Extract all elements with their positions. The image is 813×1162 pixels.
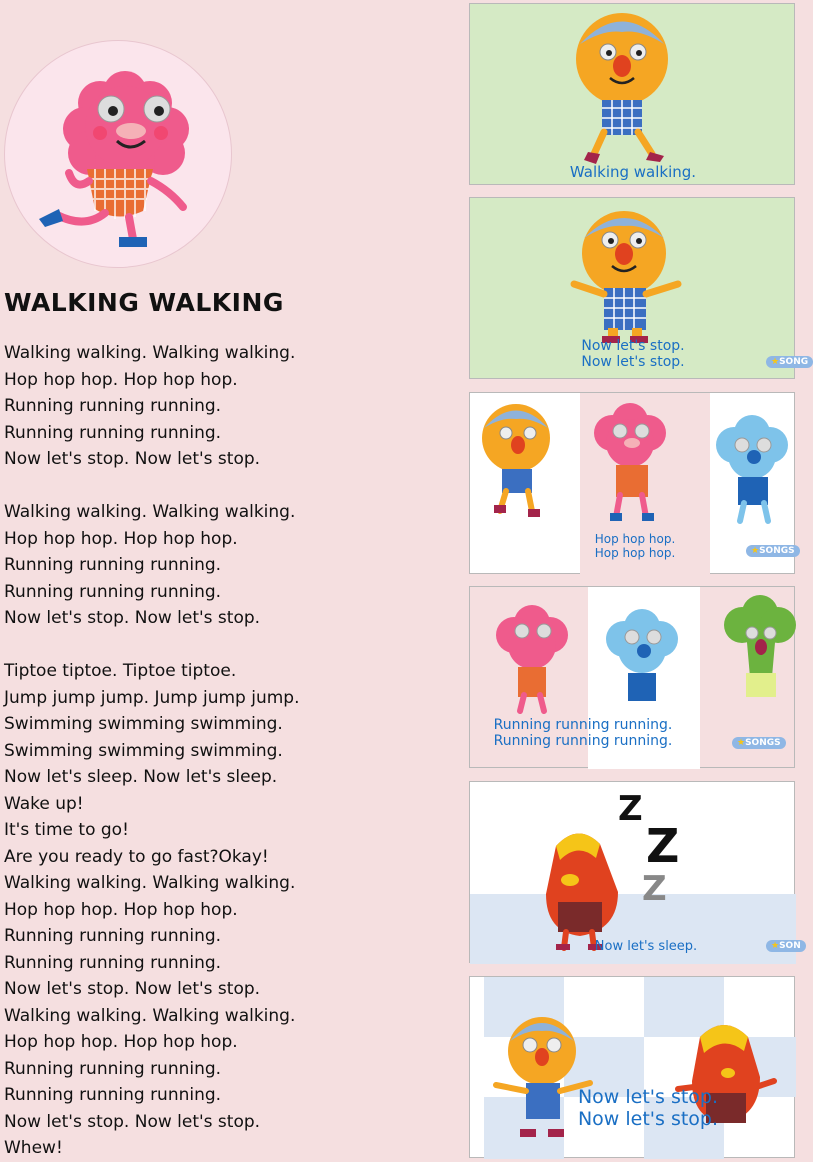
lyric-line: Now let's stop. Now let's stop. [4,608,261,628]
lyric-line: Walking walking. Walking walking. [4,343,296,363]
lyric-line: Now let's stop. Now let's stop. [4,449,261,469]
logo-text: SONGS [745,738,781,748]
song-avatar [4,40,232,268]
lyric-line: Now let's stop. Now let's stop. [4,1111,261,1132]
song-title: WALKING WALKING [4,288,284,317]
lyric-line: Walking walking. Walking walking. [4,1005,296,1026]
lyric-line: Running running running. [4,1085,222,1105]
video-thumbnail-running[interactable] [469,586,795,768]
lyric-line: Hop hop hop. Hop hop hop. [4,369,238,390]
pink-character-illustration [5,41,231,267]
lyric-line: Running running running. [4,926,222,946]
thumbnail-caption: Now let's sleep. [594,939,698,954]
thumbnail-caption [470,338,796,370]
lyric-line: Walking walking. Walking walking. [4,502,296,522]
thumbnail-caption [580,533,690,561]
caption-line-1: Hop hop hop. [594,532,676,546]
caption-line-2: Hop hop hop. [594,545,676,560]
caption-line-1: Now let's stop. [577,1086,719,1108]
lyric-line: Swimming swimming swimming. [4,714,283,734]
logo-text: SON [779,941,801,951]
video-thumbnail-stop-2[interactable] [469,976,795,1158]
caption-line-2: Now let's stop. [577,1107,719,1130]
lyric-line: Running running running. [4,952,222,973]
lyric-line: Now let's sleep. Now let's sleep. [4,767,278,787]
z-letter: Z [618,789,643,829]
lyric-line: Walking walking. Walking walking. [4,873,296,893]
caption-line-1: Now let's stop. [581,338,685,354]
lyric-line: Now let's stop. Now let's stop. [4,979,261,999]
lyric-line: Hop hop hop. Hop hop hop. [4,1032,238,1052]
thumbnail-caption [568,1087,728,1131]
thumbnail-caption [470,717,696,749]
video-thumbnail-sleep[interactable] [469,781,801,963]
lyric-line: It's time to go! [4,820,129,840]
super-simple-songs-logo: ★SONG [766,356,813,368]
lyric-line: Running running running. [4,581,222,602]
sleeping-character-illustration [470,782,796,964]
lyric-line: Running running running. [4,555,222,575]
walking-character-illustration [470,4,796,186]
stanza-gap [4,473,454,500]
lyric-line: Whew! [4,1138,63,1158]
lyric-line: Jump jump jump. Jump jump jump. [4,687,300,708]
caption-line-2: Running running running. [493,733,673,750]
super-simple-songs-logo: ★SONGS [746,545,800,557]
stanza-gap [4,632,454,659]
video-thumbnail-walking[interactable] [469,3,795,185]
thumbnail-caption: Walking walking. [569,163,697,181]
lyric-line: Wake up! [4,793,84,814]
super-simple-songs-logo: ★SONGS [732,737,786,749]
stopping-characters-illustration [470,977,796,1159]
video-thumbnail-hop[interactable] [469,392,795,574]
lyric-line: Hop hop hop. Hop hop hop. [4,528,238,549]
lyrics-block [4,340,454,1162]
lyric-line: Running running running. [4,422,222,443]
lyric-line: Running running running. [4,1058,222,1079]
lyric-line: Swimming swimming swimming. [4,740,283,761]
lyric-line: Are you ready to go fast?Okay! [4,846,269,867]
caption-line-1: Running running running. [493,717,673,733]
super-simple-songs-logo: ★SON [766,940,806,952]
logo-text: SONG [779,357,809,367]
lyric-line: Tiptoe tiptoe. Tiptoe tiptoe. [4,661,237,681]
caption-line-2: Now let's stop. [581,354,685,371]
lyric-line: Hop hop hop. Hop hop hop. [4,899,238,920]
z-letter: Z [646,819,680,873]
lyric-line: Running running running. [4,396,222,416]
logo-text: SONGS [759,546,795,556]
z-letter: Z [642,869,667,909]
video-thumbnail-stop[interactable] [469,197,809,379]
